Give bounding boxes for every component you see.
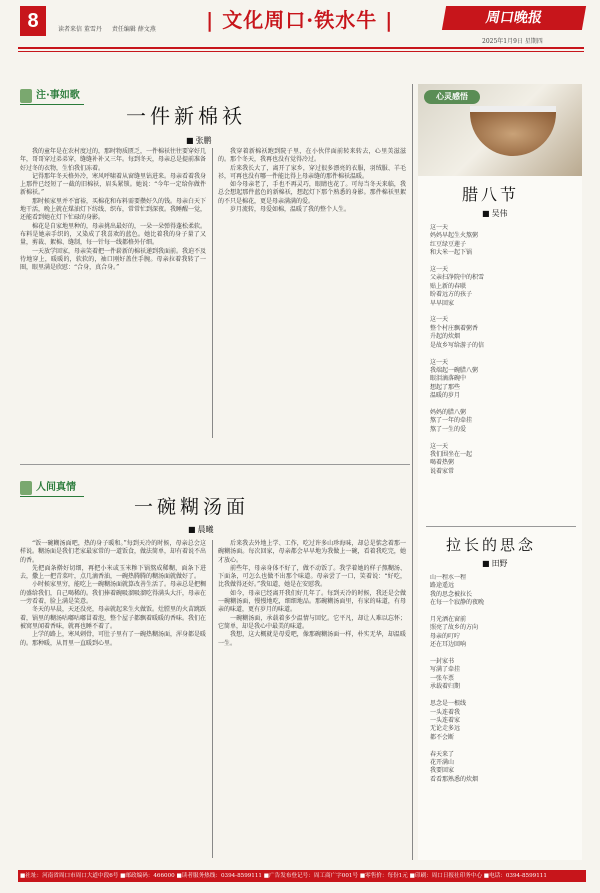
paragraph: 一碗糊汤面，承载着多少温情与回忆。它平凡，却让人难以忘怀；它简单，却是我心中最美的味道。 [218,614,406,630]
poem-line: 写满了牵挂 [430,666,461,674]
header-rule-thin [18,51,584,52]
poem-line: 早早回家 [430,299,455,307]
poem-line: 升起的炊烟 [430,333,461,341]
paragraph: 棉花是自家地里种的，母亲挑出最好的，一朵一朵弹得蓬松柔软。布料是她亲手织的，又染成了我喜欢的蓝色。她比着我的身子量了又量，剪裁、絮棉、缝制，每一针每一线都格外仔细。 [20,222,207,247]
poem-line [430,608,576,616]
footer-info: ■社址：河南省周口市周口大道中段6号 ■邮政编码：466000 ■读者服务热线：0394-8599111 ■广告发布登记号：周工商广字001号 ■零售价：每份1元 ■印刷：周口日报社印务中心 ■电话：0394-8599111 [18,870,586,882]
paragraph: 我穿着新棉袄跑到院子里，在小伙伴面前转来转去，心里美滋滋的。那个冬天，我再也没有觉得冷过。 [218,148,406,164]
paragraph: “饭一碗糊汤面吧，热的身子暖和。”每到天冷的时候，母亲总会这样说。糊汤面是我们老家最家常的一道饭食，做法简单，却有着说不出的香。 [20,540,207,564]
poem-line: 一封家书 [430,658,455,666]
poem-line: 妈妈的腊八粥 [430,408,467,416]
poem-line: 照亮了故乡的方向 [430,624,479,632]
paragraph: 先把面条擀好切细，再把小米或玉米糁下锅熬成稀糊，面条下进去，撒上一把青菜叶，点几滴香油，一碗热腾腾的糊汤面就做好了。 [20,564,206,581]
section-underline [20,104,84,105]
poem-author: ■ 田野 [482,558,508,569]
poem-line: 熬了一生的爱 [430,425,467,433]
article-title: 一件新棉袄 [126,104,246,128]
section-tag-emotion [20,480,76,496]
newspaper-logo: 周口晚报 [442,6,586,30]
poem-line: 思念是一根线 [430,700,467,708]
poem-line: 在每一个寂静的夜晚 [430,599,485,607]
poem-line: 这一天 [430,224,449,231]
poem-title: 拉长的思念 [446,536,537,554]
poem-body [430,224,576,520]
poem-body [430,574,576,854]
poem-author: ■ 吴伟 [482,208,508,219]
sidebar-tag: 心灵感悟 [424,90,480,104]
article-title: 一碗糊汤面 [134,496,250,518]
paragraph: 上学的路上，寒风刺骨，可肚子里有了一碗热糊汤面，浑身都是暖的。那种暖，从胃里一直暖到心里。 [20,631,207,647]
poem-divider [426,526,576,527]
poem-line: 山一程水一程 [430,574,467,581]
poem-line [430,308,576,316]
poem-line: 盼着远方的孩子 [430,291,473,299]
poem-line: 是故乡写给游子的信 [430,341,485,349]
banner-image [418,84,582,176]
paragraph: 后来我去外地上学、工作，吃过许多山珍海味，却总是惦念着那一碗糊汤面。每次回家，母亲都会早早地为我做上一碗，看着我吃完，她才放心。 [218,540,406,564]
section-divider [20,464,410,465]
poem-line [430,258,576,266]
section-tag-memory [20,88,80,104]
poem-line: 承载着归期 [430,683,461,691]
poem-line [430,650,576,658]
paragraph: 我的童年是在农村度过的，那时物质匮乏，一件棉袄往往要穿好几年，哥哥穿过弟弟穿，缝缝补补又三年。每到冬天，母亲总是提前准备好过冬的衣物，生怕我们冻着。 [20,148,207,172]
article-column-1 [20,148,206,448]
header-rule [18,47,584,49]
poem-line: 花开满山 [430,758,455,766]
paragraph: 那时候家里并不富裕，买棉花和布料需要攒好久的钱。母亲白天下地干活，晚上就在煤油灯下纺线、织布，常常忙到深夜。我睡醒一觉，还能看到她在灯下忙碌的身影。 [20,197,207,222]
page-footer [0,864,600,893]
paragraph: 冬天的早晨，天还没亮，母亲就起来生火做饭。灶膛里的火苗跳跃着，锅里的糊汤咕嘟咕嘟冒着泡，整个屋子都飘着暖暖的香味。我们在被窝里闻着香味，就再也睡不着了。 [20,606,207,630]
section-tag-label: 人间真情 [36,482,76,493]
paragraph: 岁月流转，母爱如棉，温暖了我的整个人生。 [230,206,351,214]
column-divider [212,540,213,858]
poem-line: 我要回家 [430,767,455,775]
poem-line: 无论走多远 [430,725,461,733]
poem-line [430,350,576,358]
poem-line: 温暖的岁月 [430,392,461,400]
poem-line: 这一天 [430,442,449,450]
article-author: ■ 晨曦 [188,524,214,535]
credit-reader: 读者来信 董雪丹 [58,26,102,33]
poem-line: 我的思念被拉长 [430,590,473,598]
paragraph: 如今母亲老了，手也不再灵巧，眼睛也花了。可每当冬天来临，我总会想起那件蓝色的新棉袄，想起灯下那个熟悉的身影。那件棉袄里絮的不只是棉花，更是母亲满满的爱。 [218,181,406,205]
poem-line: 妈妈早起生火熬粥 [430,232,479,240]
poem-line: 说着家常 [430,467,455,475]
poem-line: 母亲的叮咛 [430,632,461,640]
poem-line: 一头连着家 [430,716,461,724]
poem-line [430,692,576,700]
porridge-bowl-icon [470,106,556,156]
poem-line: 月光洒在窗前 [430,616,467,624]
poem-line: 想起了那些 [430,383,461,391]
paragraph: 记得那年冬天格外冷，寒风呼啸着从窗缝里钻进来。母亲看着我身上那件已经短了一截的旧棉袄，眉头紧锁。她说：“今年一定给你做件新棉袄。” [20,172,207,197]
poetry-sidebar [418,84,582,860]
page-header [0,0,600,62]
poem-line: 看看那熟悉的炊烟 [430,775,479,783]
poem-line: 父亲扫净院中的积雪 [430,274,485,282]
poem-line: 还在耳边回响 [430,641,467,649]
poem-line [430,742,576,750]
poem-line: 红豆绿豆莲子 [430,240,467,248]
poem-line: 一张车票 [430,674,455,682]
poem-line: 贴上新的春联 [430,282,467,290]
paragraph: 一天放学回家，母亲笑着把一件崭新的棉袄递到我面前。我迫不及待地穿上，暖暖的，软软的，袖口刚好盖住手腕。母亲拉着我转了一圈，眼里满是欣慰：“合身，真合身。” [20,247,207,272]
poem-line: 喝着热粥 [430,459,455,467]
sidebar-divider [412,84,413,860]
poem-line: 都不会断 [430,733,455,741]
poem-line: 眼泪滴落碗中 [430,375,467,383]
section-underline [20,496,84,497]
section-tag-label: 注·事如歌 [36,90,80,101]
poem-line: 我端起一碗腊八粥 [430,366,479,374]
poem-line [430,434,576,442]
editor-credits [58,24,164,33]
poem-line: 熬了一年的牵挂 [430,417,473,425]
poem-line: 我们围坐在一起 [430,450,473,458]
paragraph: 如今，母亲已经离开我们好几年了。每到天冷的时候，我还是会做一碗糊汤面，慢慢地吃，细细地品。那碗糊汤面里，有家的味道，有母亲的味道，更有岁月的味道。 [218,589,406,614]
poem-line: 这一天 [430,358,449,366]
paragraph: 小时候家里穷，能吃上一碗糊汤面就算改善生活了。母亲总是把稠的盛给我们，自己喝稀的。我们捧着碗吸溜吸溜吃得满头大汗，母亲在一旁看着，脸上满是笑意。 [20,581,207,606]
poem-line: 整个村庄飘着粥香 [430,324,479,332]
column-divider [212,148,213,438]
poem-line: 春天来了 [430,750,455,758]
article-column-1 [20,540,206,860]
article-author: ■ 张鹏 [186,135,212,146]
column-name: | 文化周口·铁水牛 | [206,8,394,32]
paragraph: 我想，这大概就是母爱吧，像那碗糊汤面一样，朴实无华，却温暖一生。 [218,631,406,647]
poem-line: 一头连着我 [430,708,461,716]
page-number: 8 [20,6,46,36]
poem-title: 腊八节 [462,185,520,204]
poem-line: 这一天 [430,266,449,274]
poem-line: 这一天 [430,316,449,324]
article-column-2 [218,540,406,860]
paragraph: 后来我长大了，离开了家乡，穿过很多漂亮的衣服，羽绒服、羊毛衫，可再也没有哪一件能比得上母亲缝的那件棉袄温暖。 [218,164,406,180]
credit-editor: 责任编辑 薛文燕 [111,26,156,33]
poem-line: 和大米一起下锅 [430,249,473,257]
poem-line [430,401,576,409]
publish-date: 2025年1月9日 星期四 [482,38,543,45]
paragraph: 前些年，母亲身体不好了，做不动饭了。我学着她的样子熬糊汤、下面条，可怎么也做不出那个味道。母亲尝了一口，笑着说：“好吃，比我做得还好。”我知道，她是在安慰我。 [218,564,406,589]
article-column-2 [218,148,406,448]
poem-line: 路途遥远 [430,582,455,590]
